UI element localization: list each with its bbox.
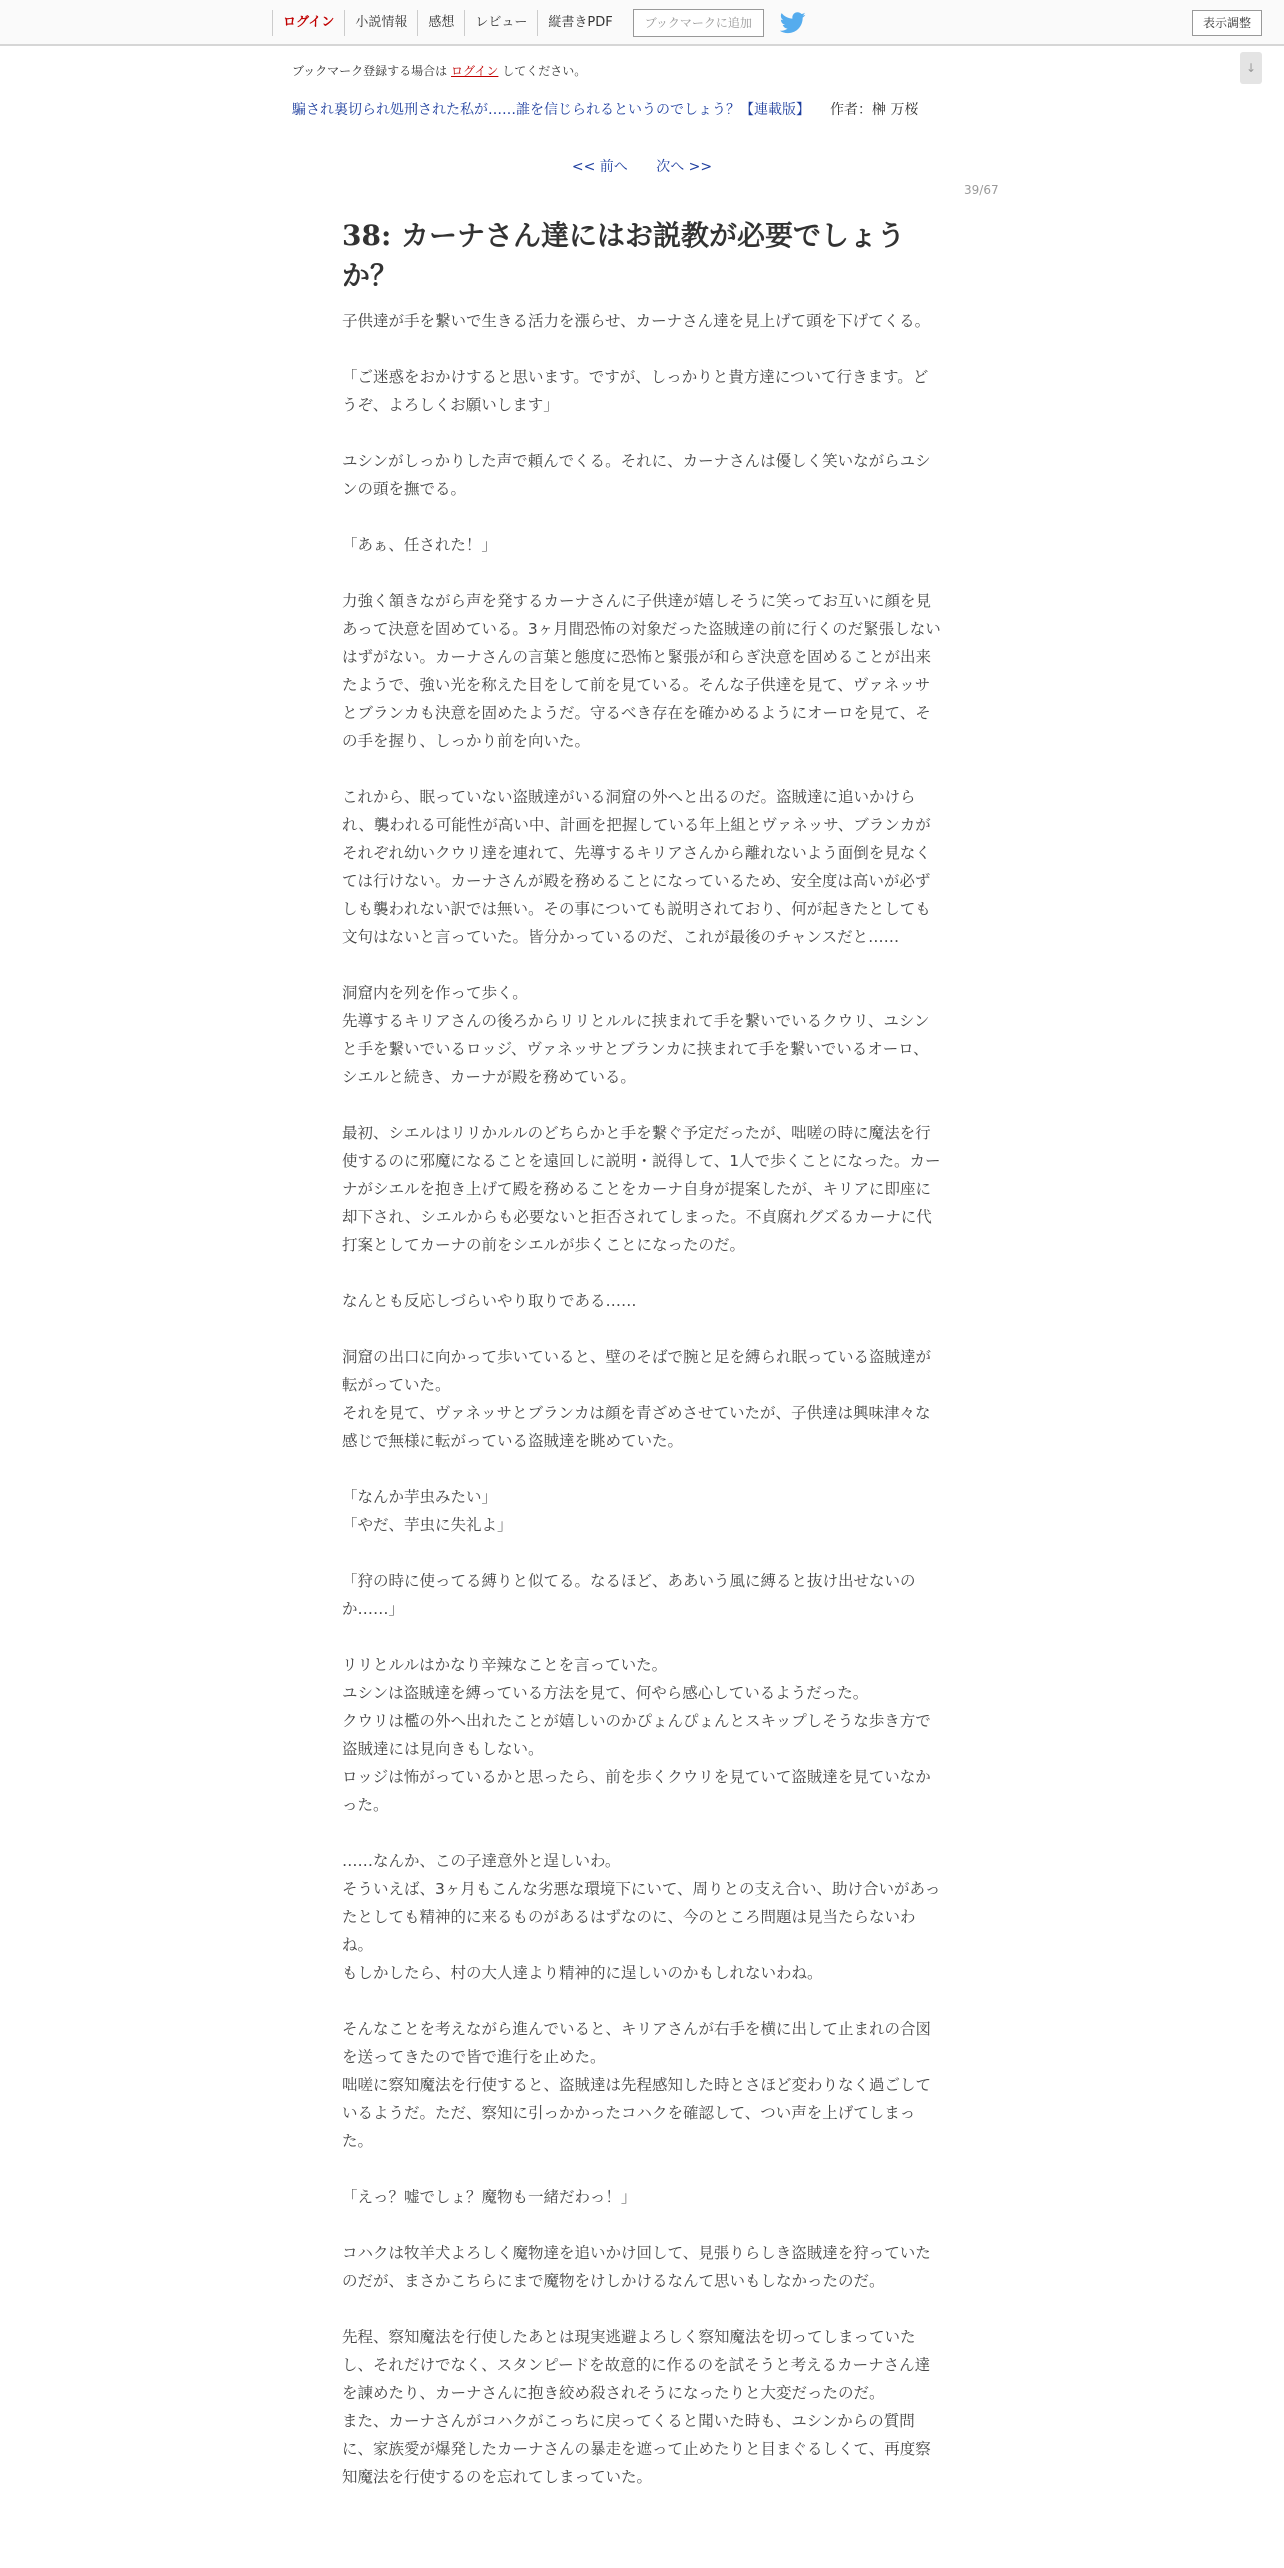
novel-info-line [292, 99, 918, 119]
page-count: 39/67 [964, 183, 999, 197]
paragraph: ユシンがしっかりした声で頼んでくる。それに、カーナさんは優しく笑いながらユシンの頭を撫でる。 [342, 452, 931, 498]
novel-title-link[interactable]: 騙され裏切られ処刑された私が……誰を信じられるというのでしょう？【連載版】 [292, 102, 810, 118]
paragraph: 「えっ？嘘でしょ？魔物も一緒だわっ！」 [342, 2188, 637, 2206]
nav-impressions-link[interactable]: 感想 [417, 10, 464, 36]
display-settings-button[interactable]: 表示調整 [1192, 10, 1262, 36]
paragraph: これから、眠っていない盗賊達がいる洞窟の外へと出るのだ。盗賊達に追いかけられ、襲われる可能性が高い中、計画を把握している年上組とヴァネッサ、ブランカがそれぞれ幼いクウリ達を連れて、先導するキリアさんから離れないよう面倒を見なくては行けない。カーナさんが殿を務めることになっているため、安全度は高いが必ずしも襲われない訳では無い。その事についても説明されており、何が起きたとしても文句はないと言っていた。皆分かっているのだ、これが最後のチャンスだと…… [342, 788, 931, 946]
top-navigation-bar [0, 0, 1284, 46]
bookmark-notice-login-link[interactable]: ログイン [451, 64, 499, 78]
prev-chapter-link[interactable]: << 前へ [571, 159, 628, 175]
scroll-down-button[interactable]: ↓ [1240, 52, 1262, 84]
next-chapter-link[interactable]: 次へ >> [656, 159, 713, 175]
paragraph: コハクは牧羊犬よろしく魔物達を追いかけ回して、見張りらしき盗賊達を狩っていたのだが、まさかこちらにまで魔物をけしかけるなんて思いもしなかったのだ。 [342, 2244, 931, 2290]
paragraph: 「ご迷惑をおかけすると思います。ですが、しっかりと貴方達について行きます。どうぞ、よろしくお願いします」 [342, 368, 929, 414]
paragraph: 「あぁ、任された！」 [342, 536, 497, 554]
paragraph: リリとルルはかなり辛辣なことを言っていた。 ユシンは盗賊達を縛っている方法を見て、何やら感心しているようだった。 クウリは檻の外へ出れたことが嬉しいのかぴょんぴょんとスキップしそうな歩き方で盗賊達には見向きもしない。 ロッジは怖がっているかと思ったら、前を歩くクウリを見ていて盗賊達を見ていなかった。 [342, 1656, 931, 1814]
paragraph: なんとも反応しづらいやり取りである…… [342, 1292, 637, 1310]
twitter-icon[interactable] [780, 12, 806, 34]
paragraph: 「狩の時に使ってる縛りと似てる。なるほど、ああいう風に縛ると抜け出せないのか……」 [342, 1572, 916, 1618]
paragraph: 力強く頷きながら声を発するカーナさんに子供達が嬉しそうに笑ってお互いに顔を見あって決意を固めている。3ヶ月間恐怖の対象だった盗賊達の前に行くのだ緊張しないはずがない。カーナさんの言葉と態度に恐怖と緊張が和らぎ決意を固めることが出来たようで、強い光を称えた目をして前を見ている。そんな子供達を見て、ヴァネッサとブランカも決意を固めたようだ。守るべき存在を確かめるようにオーロを見て、その手を握り、しっかり前を向いた。 [342, 592, 941, 750]
paragraph: 先程、察知魔法を行使したあとは現実逃避よろしく察知魔法を切ってしまっていたし、それだけでなく、スタンピードを故意的に作るのを試そうと考えるカーナさん達を諌めたり、カーナさんに抱き絞め殺されそうになったりと大変だったのだ。 また、カーナさんがコハクがこっちに戻ってくると聞いた時も、ユシンからの質問に、家族愛が爆発したカーナさんの暴走を遮って止めたりと目まぐるしくて、再度察知魔法を行使するのを忘れてしまっていた。 [342, 2328, 931, 2486]
author-name: 作者：榊 万桜 [830, 102, 919, 118]
paragraph: 洞窟内を列を作って歩く。 先導するキリアさんの後ろからリリとルルに挟まれて手を繋いでいるクウリ、ユシンと手を繋いでいるロッジ、ヴァネッサとブランカに挟まれて手を繋いでいるオーロ、シエルと続き、カーナが殿を務めている。 [342, 984, 930, 1086]
paragraph: 「なんか芋虫みたい」 「やだ、芋虫に失礼よ」 [342, 1488, 513, 1534]
paragraph: 洞窟の出口に向かって歩いていると、壁のそばで腕と足を縛られ眠っている盗賊達が転がっていた。 それを見て、ヴァネッサとブランカは顔を青ざめさせていたが、子供達は興味津々な感じで無様に転がっている盗賊達を眺めていた。 [342, 1348, 932, 1450]
add-bookmark-button[interactable]: ブックマークに追加 [633, 9, 764, 37]
nav-novel-info-link[interactable]: 小説情報 [344, 10, 417, 36]
bookmark-notice-suffix: してください。 [502, 64, 587, 78]
novel-body-text [342, 307, 942, 2519]
bookmark-notice-prefix: ブックマーク登録する場合は [292, 64, 448, 78]
paragraph: 最初、シエルはリリかルルのどちらかと手を繋ぐ予定だったが、咄嗟の時に魔法を行使するのに邪魔になることを遠回しに説明・説得して、1人で歩くことになった。カーナがシエルを抱き上げて殿を務めることをカーナ自身が提案したが、キリアに即座に却下され、シエルからも必要ないと拒否されてしまった。不貞腐れグズるカーナに代打案としてカーナの前をシエルが歩くことになったのだ。 [342, 1124, 941, 1254]
paragraph: ……なんか、この子達意外と逞しいわ。 そういえば、3ヶ月もこんな劣悪な環境下にいて、周りとの支え合い、助け合いがあったとしても精神的に来るものがあるはずなのに、今のところ問題は見当たらないわね。 もしかしたら、村の大人達より精神的に逞しいのかもしれないわね。 [342, 1852, 941, 1982]
nav-review-link[interactable]: レビュー [464, 10, 537, 36]
chapter-pager [0, 156, 1284, 176]
bookmark-notice [292, 62, 586, 79]
main-nav [272, 0, 806, 46]
nav-vertical-pdf-link[interactable]: 縦書きPDF [537, 10, 622, 36]
nav-login-link[interactable]: ログイン [272, 10, 344, 36]
paragraph: 子供達が手を繋いで生きる活力を漲らせ、カーナさん達を見上げて頭を下げてくる。 [342, 312, 931, 330]
paragraph: そんなことを考えながら進んでいると、キリアさんが右手を横に出して止まれの合図を送ってきたので皆で進行を止めた。 咄嗟に察知魔法を行使すると、盗賊達は先程感知した時とさほど変わりなく過ごしているようだ。ただ、察知に引っかかったコハクを確認して、つい声を上げてしまった。 [342, 2020, 932, 2150]
chapter-title: 38: カーナさん達にはお説教が必要でしょうか？ [342, 219, 906, 292]
